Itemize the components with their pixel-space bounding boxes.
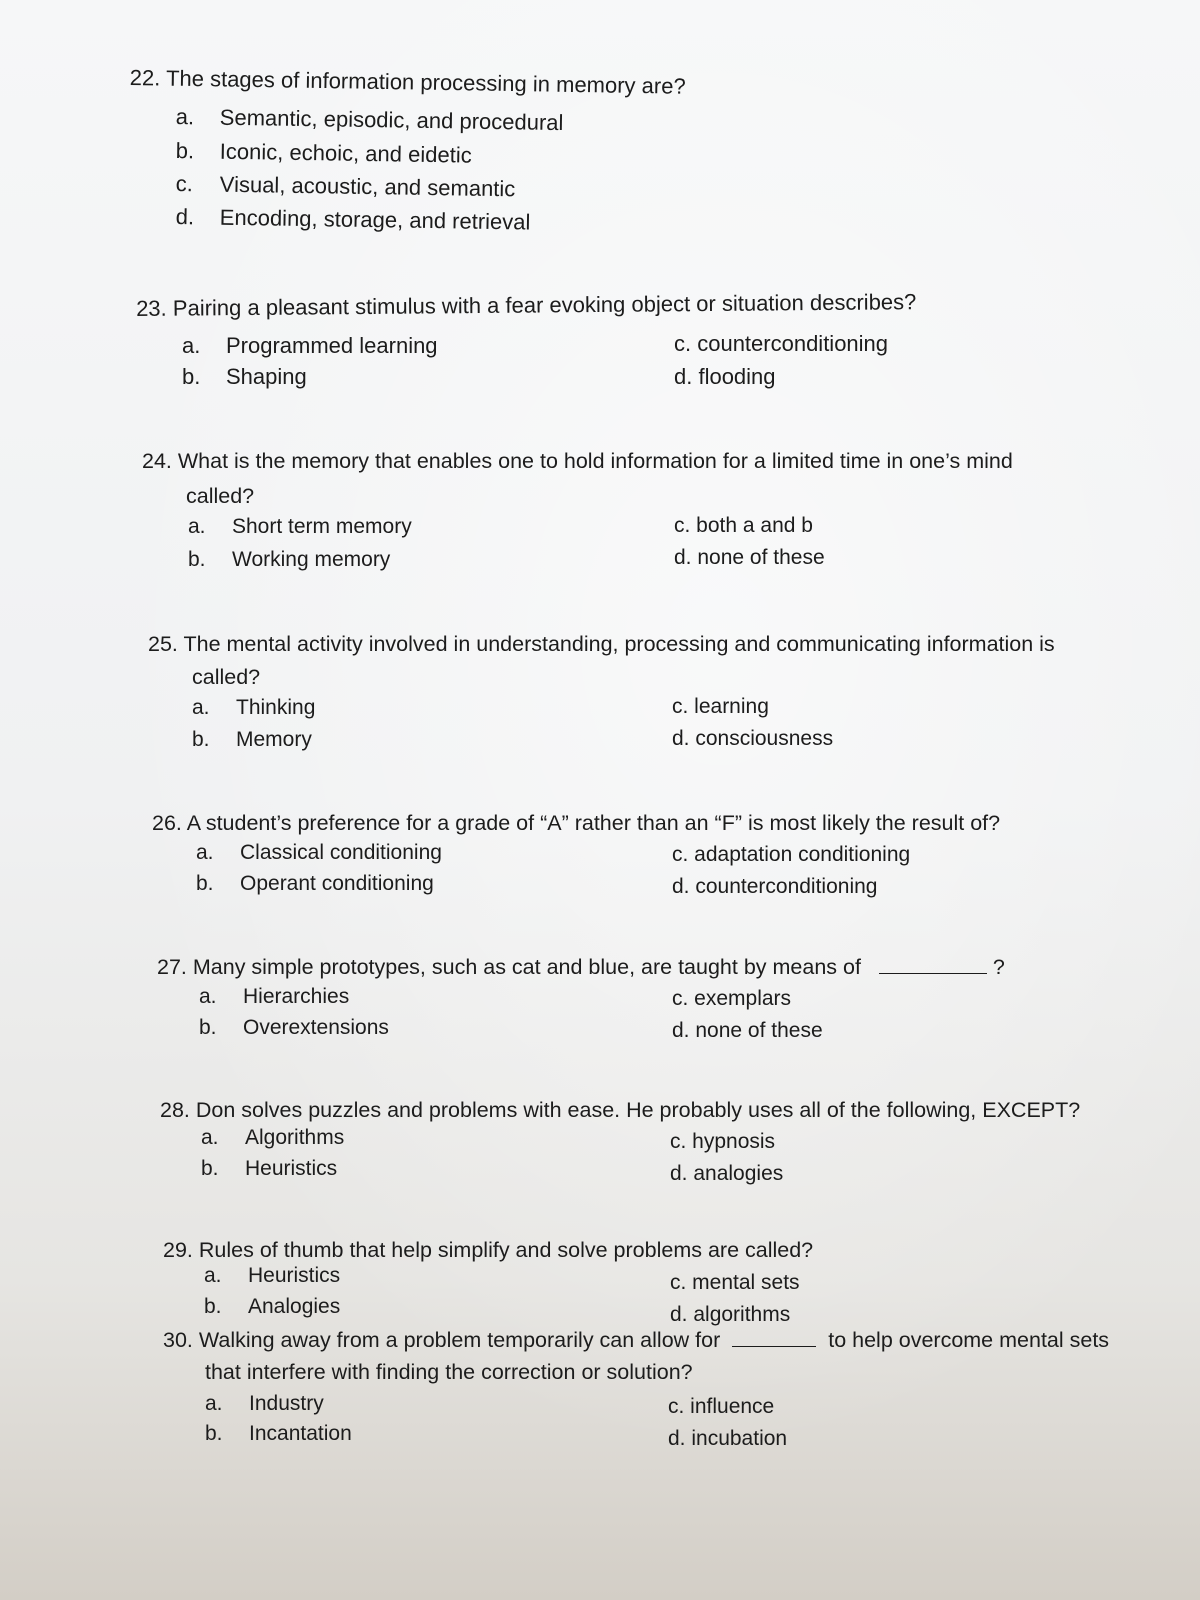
option-22-c[interactable]: c. Visual, acoustic, and semantic bbox=[175, 171, 516, 202]
question-30-line2: that interfere with finding the correction or solution? bbox=[205, 1360, 693, 1384]
question-25-line2: called? bbox=[192, 665, 261, 689]
question-number: 29. bbox=[163, 1238, 193, 1262]
option-24-c[interactable]: c. both a and b bbox=[674, 514, 813, 537]
question-24-line2: called? bbox=[186, 484, 255, 508]
option-29-a[interactable]: a. Heuristics bbox=[204, 1264, 341, 1287]
option-26-a[interactable]: a. Classical conditioning bbox=[196, 841, 442, 864]
question-23 bbox=[136, 286, 916, 324]
question-stem: Walking away from a problem temporarily can allow for bbox=[198, 1328, 721, 1352]
question-stem: Rules of thumb that help simplify and solve problems are called? bbox=[198, 1238, 814, 1262]
option-27-d[interactable]: d. none of these bbox=[672, 1019, 823, 1042]
question-number: 27. bbox=[157, 955, 187, 979]
option-28-a[interactable]: a. Algorithms bbox=[201, 1126, 345, 1149]
option-30-b[interactable]: b. Incantation bbox=[205, 1422, 352, 1445]
option-25-d[interactable]: d. consciousness bbox=[672, 727, 834, 750]
option-30-d[interactable]: d. incubation bbox=[668, 1427, 788, 1450]
option-30-c[interactable]: c. influence bbox=[668, 1395, 775, 1418]
question-stem: What is the memory that enables one to hold information for a limited time in one’s mind bbox=[177, 449, 1013, 473]
option-30-a[interactable]: a. Industry bbox=[205, 1392, 324, 1415]
option-24-b[interactable]: b. Working memory bbox=[188, 548, 391, 571]
option-26-b[interactable]: b. Operant conditioning bbox=[196, 872, 434, 895]
question-number: 30. bbox=[163, 1328, 193, 1352]
answer-blank[interactable] bbox=[732, 1328, 816, 1347]
answer-blank[interactable] bbox=[879, 955, 987, 974]
question-29 bbox=[163, 1235, 813, 1266]
option-29-c[interactable]: c. mental sets bbox=[670, 1271, 800, 1294]
option-29-d[interactable]: d. algorithms bbox=[670, 1303, 791, 1326]
option-29-b[interactable]: b. Analogies bbox=[204, 1295, 341, 1318]
option-24-a[interactable]: a. Short term memory bbox=[188, 515, 412, 538]
option-22-a[interactable]: a. Semantic, episodic, and procedural bbox=[175, 104, 564, 136]
option-26-c[interactable]: c. adaptation conditioning bbox=[672, 843, 911, 866]
question-stem: The mental activity involved in understanding, processing and communicating information is bbox=[183, 632, 1055, 656]
question-30: 30. Walking away from a problem temporarily can allow for to help overcome mental sets bbox=[163, 1328, 1110, 1352]
question-stem: Pairing a pleasant stimulus with a fear evoking object or situation describes? bbox=[172, 289, 917, 321]
question-22 bbox=[130, 62, 686, 102]
option-23-b[interactable]: b. Shaping bbox=[182, 364, 307, 389]
question-26 bbox=[152, 808, 1000, 839]
option-25-a[interactable]: a. Thinking bbox=[192, 696, 316, 719]
question-number: 25. bbox=[148, 632, 178, 656]
question-stem: The stages of information processing in memory are? bbox=[165, 65, 686, 99]
question-number: 23. bbox=[136, 295, 167, 321]
option-23-d[interactable]: d. flooding bbox=[674, 364, 776, 389]
option-27-b[interactable]: b. Overextensions bbox=[199, 1016, 389, 1039]
option-27-a[interactable]: a. Hierarchies bbox=[199, 985, 350, 1008]
option-25-b[interactable]: b. Memory bbox=[192, 728, 312, 751]
question-number: 24. bbox=[142, 449, 172, 473]
option-26-d[interactable]: d. counterconditioning bbox=[672, 875, 878, 898]
option-22-b[interactable]: b. Iconic, echoic, and eidetic bbox=[175, 138, 472, 168]
option-25-c[interactable]: c. learning bbox=[672, 695, 769, 718]
option-23-a[interactable]: a. Programmed learning bbox=[182, 333, 438, 358]
option-27-c[interactable]: c. exemplars bbox=[672, 987, 792, 1010]
option-28-b[interactable]: b. Heuristics bbox=[201, 1157, 338, 1180]
question-stem: Many simple prototypes, such as cat and blue, are taught by means of bbox=[192, 955, 861, 979]
question-27: 27. Many simple prototypes, such as cat and blue, are taught by means of ? bbox=[157, 955, 1005, 979]
option-28-c[interactable]: c. hypnosis bbox=[670, 1130, 776, 1153]
question-28 bbox=[160, 1095, 1080, 1126]
question-number: 22. bbox=[129, 64, 161, 91]
question-stem: A student’s preference for a grade of “A” rather than an “F” is most likely the result of? bbox=[186, 811, 1001, 835]
option-23-c[interactable]: c. counterconditioning bbox=[674, 331, 889, 356]
question-number: 28. bbox=[160, 1098, 190, 1122]
question-24 bbox=[142, 446, 1013, 477]
question-number: 26. bbox=[152, 811, 182, 835]
question-25 bbox=[148, 629, 1055, 660]
option-24-d[interactable]: d. none of these bbox=[674, 546, 825, 569]
option-28-d[interactable]: d. analogies bbox=[670, 1162, 784, 1185]
option-22-d[interactable]: d. Encoding, storage, and retrieval bbox=[175, 204, 531, 235]
question-stem: Don solves puzzles and problems with ease. He probably uses all of the following, EXCEPT? bbox=[195, 1098, 1081, 1122]
